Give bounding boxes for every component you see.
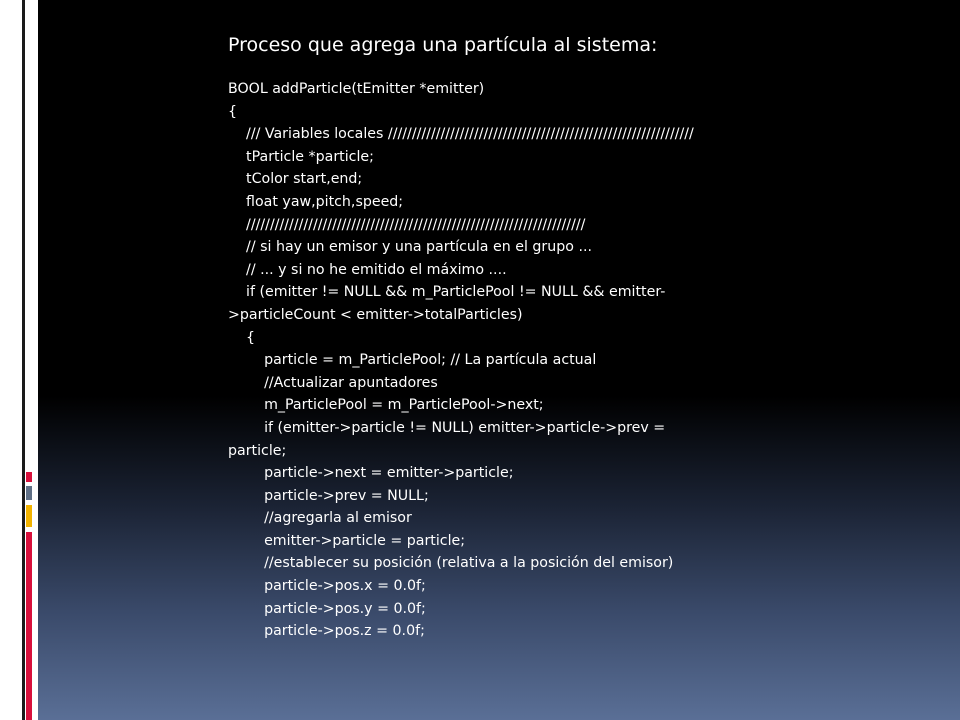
code-line: // si hay un emisor y una partícula en el grupo ... bbox=[228, 239, 592, 256]
code-line: particle->pos.z = 0.0f; bbox=[228, 623, 425, 640]
code-block bbox=[228, 78, 918, 643]
code-line: //Actualizar apuntadores bbox=[228, 374, 438, 391]
slide-content bbox=[228, 30, 918, 643]
slide-title: Proceso que agrega una partícula al sistema: bbox=[228, 34, 658, 56]
code-line: tColor start,end; bbox=[228, 171, 363, 188]
code-line: particle->next = emitter->particle; bbox=[228, 465, 514, 482]
yellow-accent-block bbox=[26, 505, 32, 527]
code-line: if (emitter->particle != NULL) emitter->particle->prev = bbox=[228, 419, 666, 436]
code-line: tParticle *particle; bbox=[228, 148, 374, 165]
code-line: emitter->particle = particle; bbox=[228, 532, 466, 549]
stripe-line bbox=[22, 0, 25, 720]
code-line: /////////////////////////////////////////////////////////////////////// bbox=[228, 216, 586, 233]
code-line: { bbox=[228, 329, 256, 346]
code-line: BOOL addParticle(tEmitter *emitter) bbox=[228, 81, 485, 97]
decorative-stripes bbox=[0, 0, 38, 720]
code-line: //agregarla al emisor bbox=[228, 510, 412, 527]
gray-accent-block bbox=[26, 486, 32, 500]
code-line: if (emitter != NULL && m_ParticlePool != NULL && emitter- bbox=[228, 284, 666, 301]
code-line: //establecer su posición (relativa a la posición del emisor) bbox=[228, 555, 674, 572]
code-line: { bbox=[228, 103, 238, 120]
code-line: float yaw,pitch,speed; bbox=[228, 193, 404, 210]
code-line: // ... y si no he emitido el máximo .... bbox=[228, 261, 507, 278]
red-accent-bar bbox=[26, 532, 32, 720]
code-line: particle->prev = NULL; bbox=[228, 487, 429, 504]
code-line: particle; bbox=[228, 442, 287, 459]
code-line: m_ParticlePool = m_ParticlePool->next; bbox=[228, 397, 544, 414]
code-line: /// Variables locales //////////////////////////////////////////////////////////////// bbox=[228, 126, 694, 143]
code-line: particle->pos.y = 0.0f; bbox=[228, 600, 426, 617]
code-line: particle = m_ParticlePool; // La partícula actual bbox=[228, 352, 597, 369]
code-line: >particleCount < emitter->totalParticles) bbox=[228, 306, 523, 323]
code-line: particle->pos.x = 0.0f; bbox=[228, 578, 426, 595]
red-accent-block bbox=[26, 472, 32, 482]
